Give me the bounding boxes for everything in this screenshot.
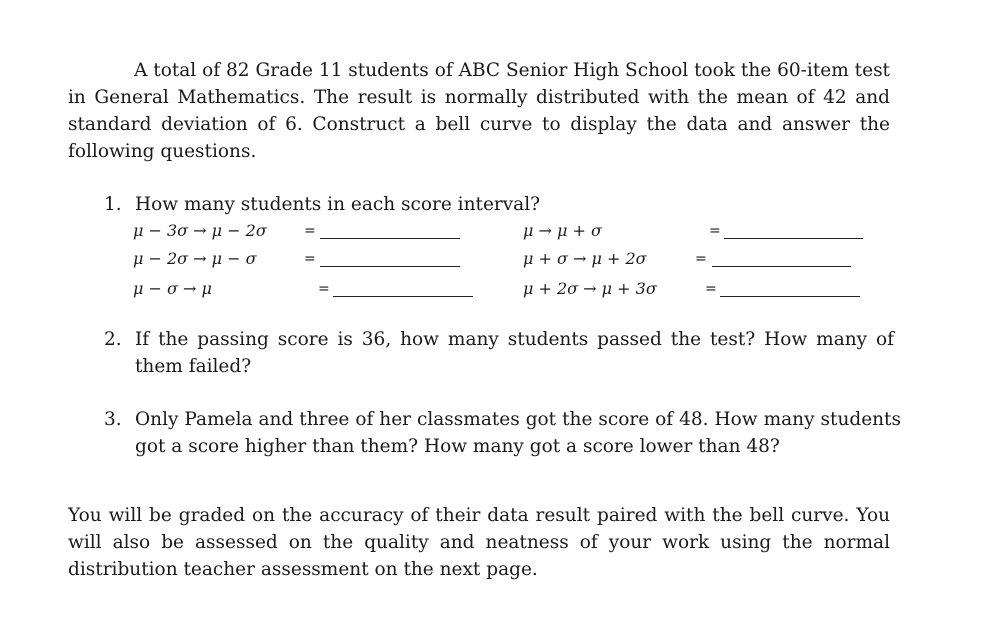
- interval-expression: μ − σ → μ: [133, 279, 212, 298]
- equals-sign: =: [709, 223, 721, 239]
- answer-blank[interactable]: [724, 238, 863, 239]
- answer-blank[interactable]: [320, 238, 460, 239]
- equals-sign: =: [318, 281, 330, 297]
- interval-row: [523, 276, 868, 302]
- question-2-text: If the passing score is 36, how many students passed the test? How many of them failed?: [135, 329, 894, 377]
- interval-expression: μ + σ → μ + 2σ: [523, 249, 647, 268]
- interval-row: [523, 246, 858, 272]
- question-3-number: 3.: [104, 409, 122, 430]
- answer-blank[interactable]: [333, 296, 473, 297]
- interval-row: [133, 246, 463, 272]
- equals-sign: =: [695, 251, 707, 267]
- score-intervals: [0, 218, 1004, 308]
- answer-blank[interactable]: [720, 296, 860, 297]
- question-2: [104, 326, 894, 380]
- equals-sign: =: [304, 251, 316, 267]
- question-3: [104, 406, 901, 460]
- equals-sign: =: [705, 281, 717, 297]
- answer-blank[interactable]: [320, 266, 460, 267]
- interval-expression: μ − 3σ → μ − 2σ: [133, 221, 267, 240]
- equals-sign: =: [304, 223, 316, 239]
- interval-row: [523, 218, 868, 244]
- question-1-number: 1.: [104, 194, 122, 215]
- question-3-text: Only Pamela and three of her classmates got the score of 48. How many students got a score higher than them? How many got a score lower than 48?: [135, 409, 901, 457]
- interval-row: [133, 276, 478, 302]
- question-1: [104, 191, 894, 218]
- interval-expression: μ − 2σ → μ − σ: [133, 249, 257, 268]
- grading-note: You will be graded on the accuracy of their data result paired with the bell curve. You will also be assessed on the quality and neatness of your work using the normal distribution teacher assessment on the next page.: [68, 505, 890, 580]
- intro-paragraph: A total of 82 Grade 11 students of ABC Senior High School took the 60-item test in General Mathematics. The result is normally distributed with the mean of 42 and standard deviation of 6. Construct a bell curve to display the data and answer the following questions.: [68, 60, 890, 162]
- interval-expression: μ → μ + σ: [523, 221, 602, 240]
- interval-row: [133, 218, 463, 244]
- question-2-number: 2.: [104, 329, 122, 350]
- interval-expression: μ + 2σ → μ + 3σ: [523, 279, 657, 298]
- answer-blank[interactable]: [712, 266, 851, 267]
- question-1-text: How many students in each score interval?: [135, 194, 541, 215]
